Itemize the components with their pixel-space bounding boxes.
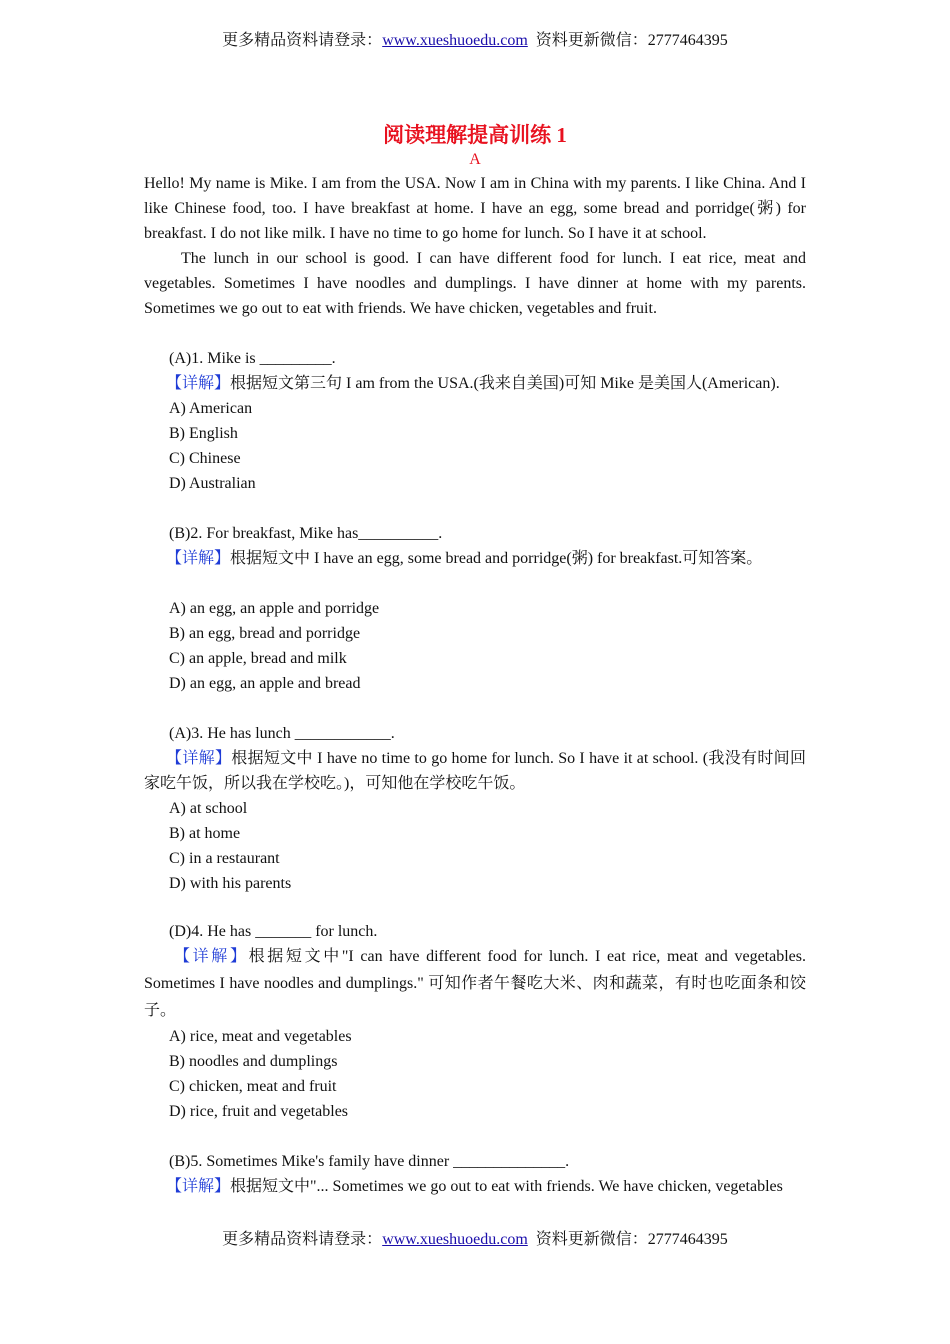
question-4-option-c: C) chicken, meat and fruit	[169, 1078, 337, 1095]
question-3-option-d: D) with his parents	[169, 875, 292, 892]
document-body	[144, 171, 806, 1199]
header-link[interactable]: www.xueshuoedu.com	[382, 32, 528, 49]
page-header	[0, 31, 950, 51]
question-4-detail	[144, 943, 806, 1024]
question-3-stem: (A)3. He has lunch ____________.	[169, 725, 395, 742]
question-4-stem: (D)4. He has _______ for lunch.	[169, 923, 378, 940]
section-letter: A	[469, 151, 481, 168]
header-prefix: 更多精品资料请登录：	[222, 32, 383, 49]
question-2-option-c: C) an apple, bread and milk	[169, 650, 347, 667]
footer-link[interactable]: www.xueshuoedu.com	[382, 1231, 528, 1248]
question-1-option-a: A) American	[169, 400, 253, 417]
question-1-option-b: B) English	[169, 425, 238, 442]
detail-text: 根据短文第三句 I am from the USA.(我来自美国)可知 Mike 是美国人(American).	[230, 375, 780, 392]
question-2-detail	[144, 546, 806, 571]
question-3-option-c: C) in a restaurant	[169, 850, 280, 867]
header-suffix: 资料更新微信：2777464395	[535, 32, 728, 49]
question-5-stem: (B)5. Sometimes Mike's family have dinner ______________.	[169, 1153, 570, 1170]
detail-label: 【详解】	[166, 550, 231, 567]
question-3-option-a: A) at school	[169, 800, 248, 817]
question-3-detail	[144, 746, 806, 796]
question-4-option-d: D) rice, fruit and vegetables	[169, 1103, 349, 1120]
detail-text: 根据短文中 I have no time to go home for lunch. So I have it at school. (我没有时间回家吃午饭，所以我在学校吃。)，可知他在学校吃午饭。	[144, 750, 806, 792]
detail-label: 【详解】	[166, 750, 232, 767]
question-2-option-a: A) an egg, an apple and porridge	[169, 600, 380, 617]
detail-label: 【详解】	[166, 375, 231, 392]
footer-prefix: 更多精品资料请登录：	[222, 1231, 383, 1248]
page-footer	[0, 1230, 950, 1250]
footer-suffix: 资料更新微信：2777464395	[535, 1231, 728, 1248]
page-title: 阅读理解提高训练 1	[383, 123, 567, 147]
question-5-detail	[144, 1174, 806, 1199]
question-2-option-b: B) an egg, bread and porridge	[169, 625, 361, 642]
detail-label: 【详解】	[166, 1178, 231, 1195]
question-2-stem: (B)2. For breakfast, Mike has__________.	[169, 525, 443, 542]
passage-paragraph-1: Hello! My name is Mike. I am from the USA. Now I am in China with my parents. I like China. And I like Chinese food, too. I have breakfast at home. I have an egg, some bread and porridge(粥) for breakfast. I do not like milk. I have no time to go home for lunch. So I have it at school.	[144, 175, 806, 242]
question-1-option-c: C) Chinese	[169, 450, 241, 467]
passage-paragraph-2: The lunch in our school is good. I can have different food for lunch. I eat rice, meat and vegetables. Sometimes I have noodles and dumplings. I have dinner at home with my parents. Sometimes we go out to eat with friends. We have chicken, vegetables and fruit.	[144, 250, 806, 317]
detail-text: 根据短文中 I have an egg, some bread and porridge(粥) for breakfast.可知答案。	[230, 550, 763, 567]
detail-text: 根据短文中"... Sometimes we go out to eat with friends. We have chicken, vegetables	[230, 1178, 783, 1195]
question-1-detail	[144, 371, 806, 396]
question-1-option-d: D) Australian	[169, 475, 256, 492]
question-1-stem: (A)1. Mike is _________.	[169, 350, 336, 367]
question-4-option-b: B) noodles and dumplings	[169, 1053, 338, 1070]
question-4-option-a: A) rice, meat and vegetables	[169, 1028, 352, 1045]
question-3-option-b: B) at home	[169, 825, 241, 842]
detail-text: 根据短文中"I can have different food for lunch. I eat rice, meat and vegetables. Sometimes I have noodles and dumplings." 可知作者午餐吃大米、肉和蔬菜，有时也吃面条和饺子。	[144, 948, 806, 1019]
detail-label: 【详解】	[174, 948, 249, 965]
question-2-option-d: D) an egg, an apple and bread	[169, 675, 361, 692]
